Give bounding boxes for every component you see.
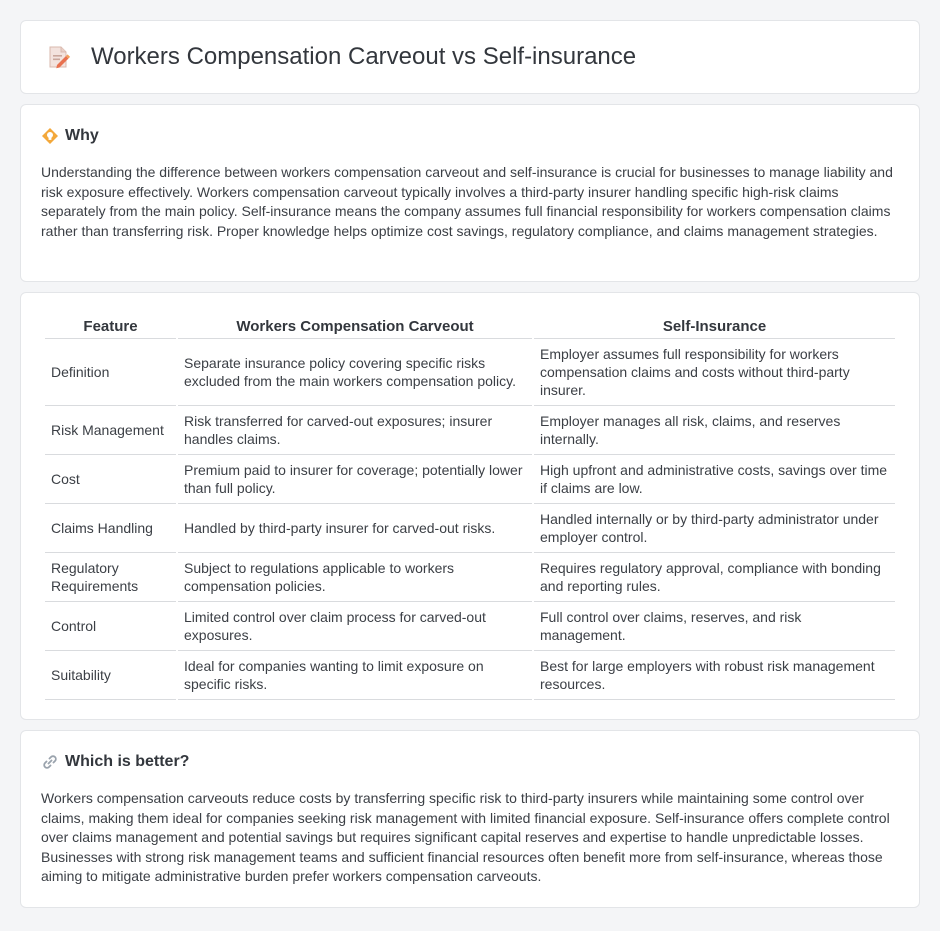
feature-cell: Control xyxy=(45,602,176,651)
better-title: Which is better? xyxy=(65,753,190,770)
self-insurance-cell: Best for large employers with robust risk management resources. xyxy=(534,651,895,700)
feature-cell: Cost xyxy=(45,455,176,504)
header-card xyxy=(20,20,920,94)
why-title: Why xyxy=(65,127,99,144)
table-row xyxy=(45,553,895,602)
self-insurance-cell: Full control over claims, reserves, and risk management. xyxy=(534,602,895,651)
table-row xyxy=(45,455,895,504)
carveout-cell: Limited control over claim process for carved-out exposures. xyxy=(178,602,532,651)
feature-cell: Suitability xyxy=(45,651,176,700)
which-is-better-section xyxy=(20,730,920,908)
page-title: Workers Compensation Carveout vs Self-insurance xyxy=(91,43,637,70)
header-carveout: Workers Compensation Carveout xyxy=(178,313,532,339)
carveout-cell: Ideal for companies wanting to limit exposure on specific risks. xyxy=(178,651,532,700)
carveout-cell: Premium paid to insurer for coverage; potentially lower than full policy. xyxy=(178,455,532,504)
header-self-insurance: Self-Insurance xyxy=(534,313,895,339)
carveout-cell: Subject to regulations applicable to workers compensation policies. xyxy=(178,553,532,602)
why-text: Understanding the difference between workers compensation carveout and self-insurance is crucial for businesses to manage liability and risk exposure effectively. Workers compensation carveout typically involves a third-party insurer handling specific high-risk claims separately from the main policy. Self-insurance means the company assumes full financial responsibility for workers compensation claims rather than transferring risk. Proper knowledge helps optimize cost savings, regulatory compliance, and claims management strategies. xyxy=(41,164,893,239)
feature-cell: Regulatory Requirements xyxy=(45,553,176,602)
table-header-row xyxy=(45,313,895,339)
feature-cell: Definition xyxy=(45,339,176,406)
self-insurance-cell: Requires regulatory approval, compliance with bonding and reporting rules. xyxy=(534,553,895,602)
self-insurance-cell: Employer manages all risk, claims, and reserves internally. xyxy=(534,406,895,455)
why-section xyxy=(20,104,920,282)
self-insurance-cell: Employer assumes full responsibility for workers compensation claims and costs without third-party insurer. xyxy=(534,339,895,406)
table-row xyxy=(45,602,895,651)
better-heading xyxy=(41,753,899,771)
comparison-card xyxy=(20,292,920,720)
lightbulb-diamond-icon xyxy=(41,127,59,145)
table-row xyxy=(45,651,895,700)
header-feature: Feature xyxy=(45,313,176,339)
feature-cell: Claims Handling xyxy=(45,504,176,553)
table-row xyxy=(45,339,895,406)
why-heading xyxy=(41,127,899,145)
better-text: Workers compensation carveouts reduce costs by transferring specific risk to third-party insurers while maintaining some control over claims, making them ideal for companies seeking risk management with limited financial exposure. Self-insurance offers complete control over claims management and potential savings but requires significant capital reserves and expertise to handle unpredictable losses. Businesses with strong risk management teams and sufficient financial resources often benefit more from self-insurance, whereas those aiming to mitigate administrative burden prefer workers compensation carveouts. xyxy=(41,790,890,884)
carveout-cell: Risk transferred for carved-out exposures; insurer handles claims. xyxy=(178,406,532,455)
carveout-cell: Separate insurance policy covering specific risks excluded from the main workers compensation policy. xyxy=(178,339,532,406)
document-pencil-icon xyxy=(45,44,71,70)
table-row xyxy=(45,504,895,553)
self-insurance-cell: Handled internally or by third-party administrator under employer control. xyxy=(534,504,895,553)
link-icon xyxy=(41,753,59,771)
self-insurance-cell: High upfront and administrative costs, savings over time if claims are low. xyxy=(534,455,895,504)
carveout-cell: Handled by third-party insurer for carved-out risks. xyxy=(178,504,532,553)
comparison-table xyxy=(43,313,897,700)
table-row xyxy=(45,406,895,455)
feature-cell: Risk Management xyxy=(45,406,176,455)
